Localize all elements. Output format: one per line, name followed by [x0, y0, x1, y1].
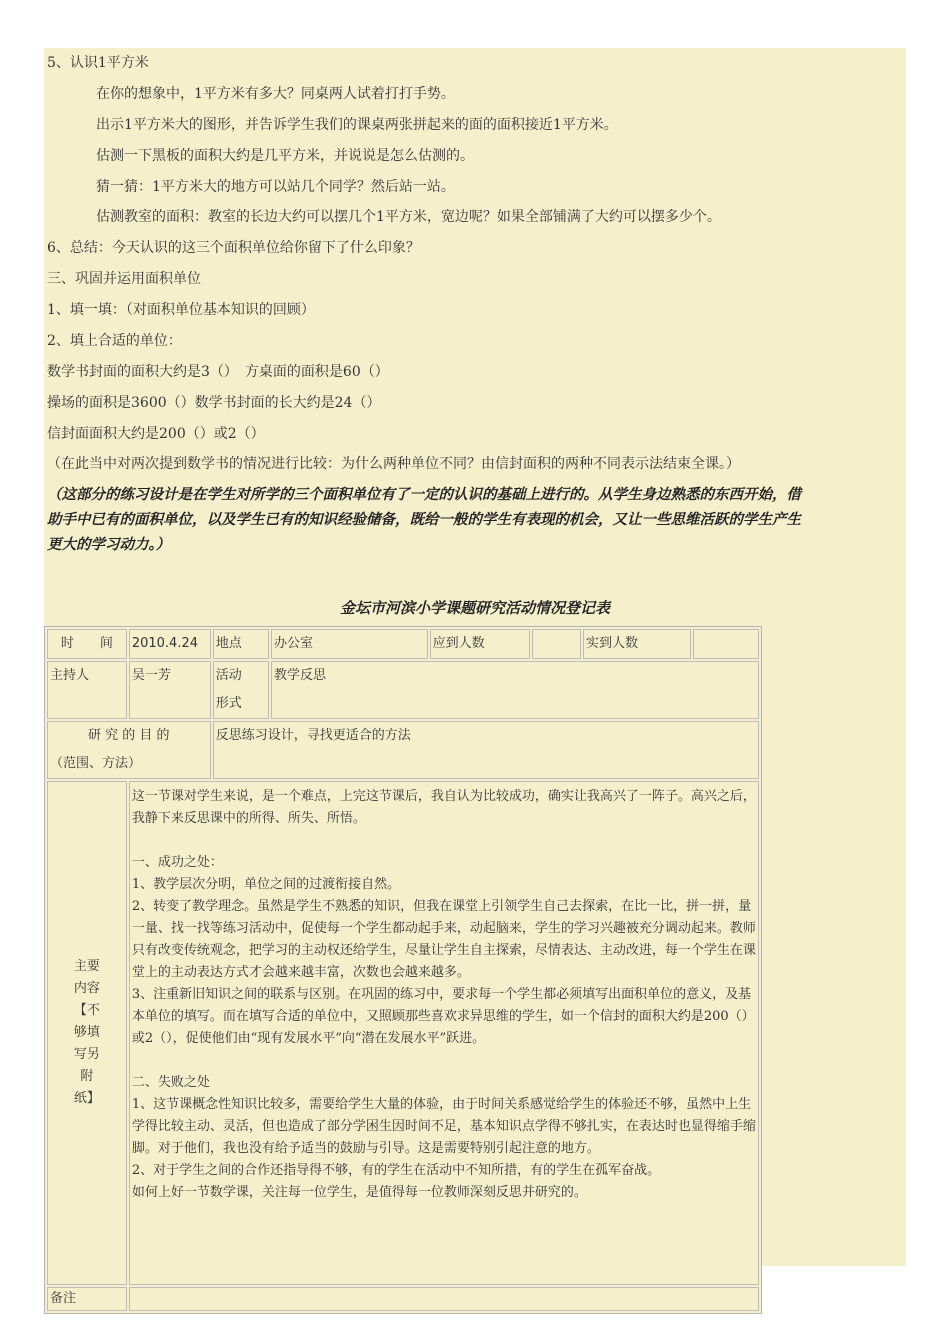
activity-form-value: 教学反思: [271, 661, 759, 719]
actual-count-label: 实到人数: [583, 629, 691, 659]
host-label: 主持人: [47, 661, 127, 719]
place-label: 地点: [213, 629, 269, 659]
host-value: 吴一芳: [129, 661, 211, 719]
activity-form-label-line: 形式: [215, 696, 242, 711]
content-paragraph: 这一节课对学生来说，是一个难点，上完这节课后，我自认为比较成功，确实让我高兴了一阵子。高兴之后，我静下来反思课中的所得、所失、所悟。: [131, 789, 756, 826]
text-line: 信封面面积大约是200（）或2（）: [47, 426, 265, 442]
table-row: [47, 629, 759, 659]
purpose-label-line: （范围、方法）: [50, 756, 142, 771]
remarks-value: [129, 1287, 759, 1311]
text-line: （在此当中对两次提到数学书的情况进行比较：为什么两种单位不同？由信封面积的两种不同表示法结束全课。）: [47, 456, 740, 472]
time-label: 时 间: [47, 629, 127, 659]
form-title: 金坛市河滨小学课题研究活动情况登记表: [339, 599, 610, 617]
text-line: 在你的想象中，1平方米有多大？同桌两人试着打打手势。: [96, 86, 455, 102]
content-paragraph: 3、注重新旧知识之间的联系与区别。在巩固的练习中，要求每一个学生都必须填写出面积单位的意义，及基本单位的填写。而在填写合适的单位中，又照顾那些喜欢求异思维的学生，如一个信封的面积大约是200（）或2（），促使他们由“现有发展水平”向“潜在发展水平”跃进。: [131, 987, 755, 1046]
content-heading: 二、失败之处: [131, 1075, 210, 1090]
time-value: 2010.4.24: [129, 629, 211, 659]
purpose-label: [47, 721, 211, 779]
text-line: 2、填上合适的单位：: [47, 333, 182, 349]
table-row: [47, 781, 759, 1285]
section-heading: 5、认识1平方米: [47, 55, 149, 71]
content-paragraph: 如何上好一节数学课，关注每一位学生，是值得每一位教师深刻反思并研究的。: [131, 1185, 587, 1200]
content-heading: 一、成功之处：: [131, 855, 223, 870]
activity-form-label-line: 活动: [215, 668, 242, 683]
place-value: 办公室: [271, 629, 428, 659]
activity-form-label: [213, 661, 269, 719]
expected-count-value: [532, 629, 581, 659]
text-line: 出示1平方米大的图形，并告诉学生我们的课桌两张拼起来的面的面积接近1平方米。: [96, 117, 618, 133]
section-heading: 6、总结：今天认识的这三个面积单位给你留下了什么印象？: [47, 240, 420, 256]
content-paragraph: 1、教学层次分明，单位之间的过渡衔接自然。: [131, 877, 401, 892]
main-content-label-text: 主要内容【不够填写另附纸】: [73, 959, 100, 1106]
emphasis-line: （这部分的练习设计是在学生对所学的三个面积单位有了一定的认识的基础上进行的。从学生身边熟悉的东西开始，借: [47, 486, 801, 503]
main-content-body: [129, 781, 759, 1285]
text-line: 1、填一填：（对面积单位基本知识的回顾）: [47, 302, 315, 318]
emphasis-paragraph: [47, 482, 909, 557]
table-row: [47, 721, 759, 779]
emphasis-line: 助手中已有的面积单位，以及学生已有的知识经验储备，既给一般的学生有表现的机会，又让一些思维活跃的学生产生: [47, 511, 801, 528]
table-row: [47, 661, 759, 719]
purpose-value: 反思练习设计，寻找更适合的方法: [213, 721, 759, 779]
actual-count-value: [693, 629, 759, 659]
content-paragraph: 2、对于学生之间的合作还指导得不够，有的学生在活动中不知所措，有的学生在孤军奋战。: [131, 1163, 661, 1178]
content-spacer: [132, 1050, 756, 1072]
remarks-label: 备注: [47, 1287, 127, 1311]
registration-table: [44, 626, 762, 1314]
table-row: [47, 1287, 759, 1311]
main-content-label: [47, 781, 127, 1285]
expected-count-label: 应到人数: [430, 629, 530, 659]
text-line: 操场的面积是3600（）数学书封面的长大约是24（）: [47, 395, 381, 411]
section-heading: 三、巩固并运用面积单位: [47, 271, 201, 287]
text-line: 数学书封面的面积大约是3（） 方桌面的面积是60（）: [47, 364, 389, 380]
content-paragraph: 1、这节课概念性知识比较多，需要给学生大量的体验，由于时间关系感觉给学生的体验还不够，虽然中上生学得比较主动、灵活，但也造成了部分学困生因时间不足，基本知识点学得不够扎实，在表达时也显得缩手缩脚。对于他们，我也没有给予适当的鼓励与引导。这是需要特别引起注意的地方。: [131, 1097, 756, 1156]
purpose-label-line: 研 究 的 目 的: [88, 728, 170, 743]
text-line: 估测一下黑板的面积大约是几平方米，并说说是怎么估测的。: [96, 148, 474, 164]
content-paragraph: 2、转变了教学理念。虽然是学生不熟悉的知识，但我在课堂上引领学生自己去探索，在比一比，拼一拼，量一量、找一找等练习活动中，促使每一个学生都动起手来，动起脑来，学生的学习兴趣被充分调动起来。教师只有改变传统观念，把学习的主动权还给学生，尽量让学生自主探索，尽情表达、主动改进，每一个学生在课堂上的主动表达方式才会越来越丰富，次数也会越来越多。: [131, 899, 756, 980]
text-line: 估测教室的面积：教室的长边大约可以摆几个1平方米，宽边呢？如果全部铺满了大约可以摆多少个。: [96, 209, 721, 225]
content-spacer: [132, 830, 756, 852]
emphasis-line: 更大的学习动力。）: [47, 536, 171, 553]
text-line: 猜一猜：1平方米大的地方可以站几个同学？然后站一站。: [96, 179, 455, 195]
